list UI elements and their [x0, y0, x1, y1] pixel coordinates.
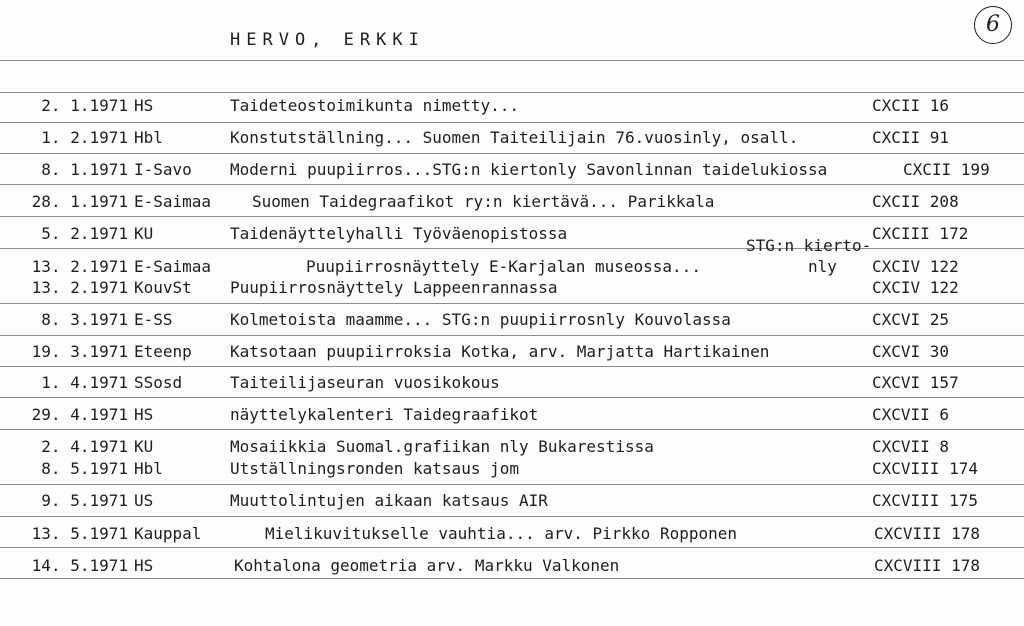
entry-source: KouvSt [134, 278, 192, 297]
card-entry [0, 128, 1024, 152]
card-entry [0, 373, 1024, 397]
entry-title: Konstutställning... Suomen Taiteilijain 76.vuosinly, osall. [230, 128, 799, 147]
entry-reference: CXCIV 122 [872, 257, 959, 276]
entry-source: Hbl [134, 459, 163, 478]
entry-date: 28. 1.1971 [31, 192, 128, 211]
rule-line [0, 484, 1024, 485]
entry-source: KU [134, 437, 154, 456]
entry-source: HS [134, 556, 154, 575]
entry-title: Moderni puupiirros...STG:n kiertonly Savonlinnan taidelukiossa [230, 160, 828, 179]
entry-title: Suomen Taidegraafikot ry:n kiertävä... Parikkala [252, 192, 715, 211]
entry-reference: CXCVI 157 [872, 373, 959, 392]
entry-date: 19. 3.1971 [31, 342, 128, 361]
entry-source: SSosd [134, 373, 183, 392]
entry-reference: CXCII 91 [872, 128, 950, 147]
handwritten-annotation: STG:n kierto- [746, 236, 872, 255]
entry-date: 29. 4.1971 [31, 405, 128, 424]
entry-source: E-Saimaa [134, 192, 212, 211]
card-entry [0, 160, 1024, 184]
entry-date: 13. 2.1971 [31, 257, 128, 276]
entry-date: 8. 5.1971 [41, 459, 128, 478]
entry-reference: CXCII 16 [872, 96, 950, 115]
entry-title: Taidenäyttelyhalli Työväenopistossa [230, 224, 568, 243]
entry-reference: CXCII 208 [872, 192, 959, 211]
rule-line [0, 216, 1024, 217]
entry-date: 8. 3.1971 [41, 310, 128, 329]
entry-title: Muuttolintujen aikaan katsaus AIR [230, 491, 548, 510]
entry-date: 5. 2.1971 [41, 224, 128, 243]
card-entry [0, 278, 1024, 302]
entry-date: 2. 1.1971 [41, 96, 128, 115]
entry-source: I-Savo [134, 160, 192, 179]
card-entry [0, 459, 1024, 483]
card-entry [0, 491, 1024, 515]
entry-reference: CXCII 199 [903, 160, 990, 179]
entry-source: US [134, 491, 154, 510]
entry-source: E-SS [134, 310, 173, 329]
entry-reference: CXCVII 6 [872, 405, 950, 424]
entry-source: HS [134, 405, 154, 424]
rule-line [0, 335, 1024, 336]
entry-reference: CXCVI 25 [872, 310, 950, 329]
entry-date: 14. 5.1971 [31, 556, 128, 575]
rule-line [0, 92, 1024, 93]
entry-source: E-Saimaa [134, 257, 212, 276]
entry-reference: CXCVII 8 [872, 437, 950, 456]
entry-title: Puupiirrosnäyttely Lappeenrannassa [230, 278, 558, 297]
rule-line [0, 60, 1024, 61]
card-title: HERVO, ERKKI [230, 30, 425, 50]
card-entry [0, 405, 1024, 429]
rule-line [0, 303, 1024, 304]
entry-title: Puupiirrosnäyttely E-Karjalan museossa... [306, 257, 701, 276]
sheet-number-badge: 6 [974, 6, 1012, 44]
rule-line [0, 429, 1024, 430]
card-entry [0, 437, 1024, 461]
entry-title: näyttelykalenteri Taidegraafikot [230, 405, 539, 424]
card-entry [0, 524, 1024, 548]
entry-title: Kohtalona geometria arv. Markku Valkonen [234, 556, 620, 575]
rule-line [0, 516, 1024, 517]
entry-title: Taideteostoimikunta nimetty... [230, 96, 519, 115]
entry-date: 8. 1.1971 [41, 160, 128, 179]
rule-line [0, 366, 1024, 367]
entry-source: Eteenp [134, 342, 192, 361]
entry-reference: CXCVIII 178 [874, 556, 980, 575]
entry-source: Kauppal [134, 524, 202, 543]
entry-reference: CXCVIII 174 [872, 459, 978, 478]
card-entry [0, 310, 1024, 334]
entry-title: Mosaiikkia Suomal.grafiikan nly Bukarestissa [230, 437, 654, 456]
rule-line [0, 397, 1024, 398]
card-entry [0, 342, 1024, 366]
entry-title: Taiteilijaseuran vuosikokous [230, 373, 500, 392]
entry-date: 9. 5.1971 [41, 491, 128, 510]
entry-date: 1. 4.1971 [41, 373, 128, 392]
entry-source: KU [134, 224, 154, 243]
rule-line [0, 153, 1024, 154]
entry-reference: CXCIV 122 [872, 278, 959, 297]
handwritten-annotation: nly [808, 257, 837, 276]
card-entry [0, 96, 1024, 120]
entry-source: HS [134, 96, 154, 115]
entry-title: Mielikuvitukselle vauhtia... arv. Pirkko Ropponen [265, 524, 738, 543]
entry-reference: CXCVIII 178 [874, 524, 980, 543]
entry-title: Utställningsronden katsaus jom [230, 459, 519, 478]
entry-reference: CXCVI 30 [872, 342, 950, 361]
card-entry [0, 192, 1024, 216]
entry-reference: CXCVIII 175 [872, 491, 978, 510]
entry-reference: CXCIII 172 [872, 224, 969, 243]
entry-date: 13. 5.1971 [31, 524, 128, 543]
entry-title: Katsotaan puupiirroksia Kotka, arv. Marjatta Hartikainen [230, 342, 770, 361]
card-entry [0, 556, 1024, 580]
entry-title: Kolmetoista maamme... STG:n puupiirrosnly Kouvolassa [230, 310, 731, 329]
rule-line [0, 122, 1024, 123]
entry-date: 13. 2.1971 [31, 278, 128, 297]
entry-date: 1. 2.1971 [41, 128, 128, 147]
entry-date: 2. 4.1971 [41, 437, 128, 456]
rule-line [0, 184, 1024, 185]
entry-source: Hbl [134, 128, 163, 147]
